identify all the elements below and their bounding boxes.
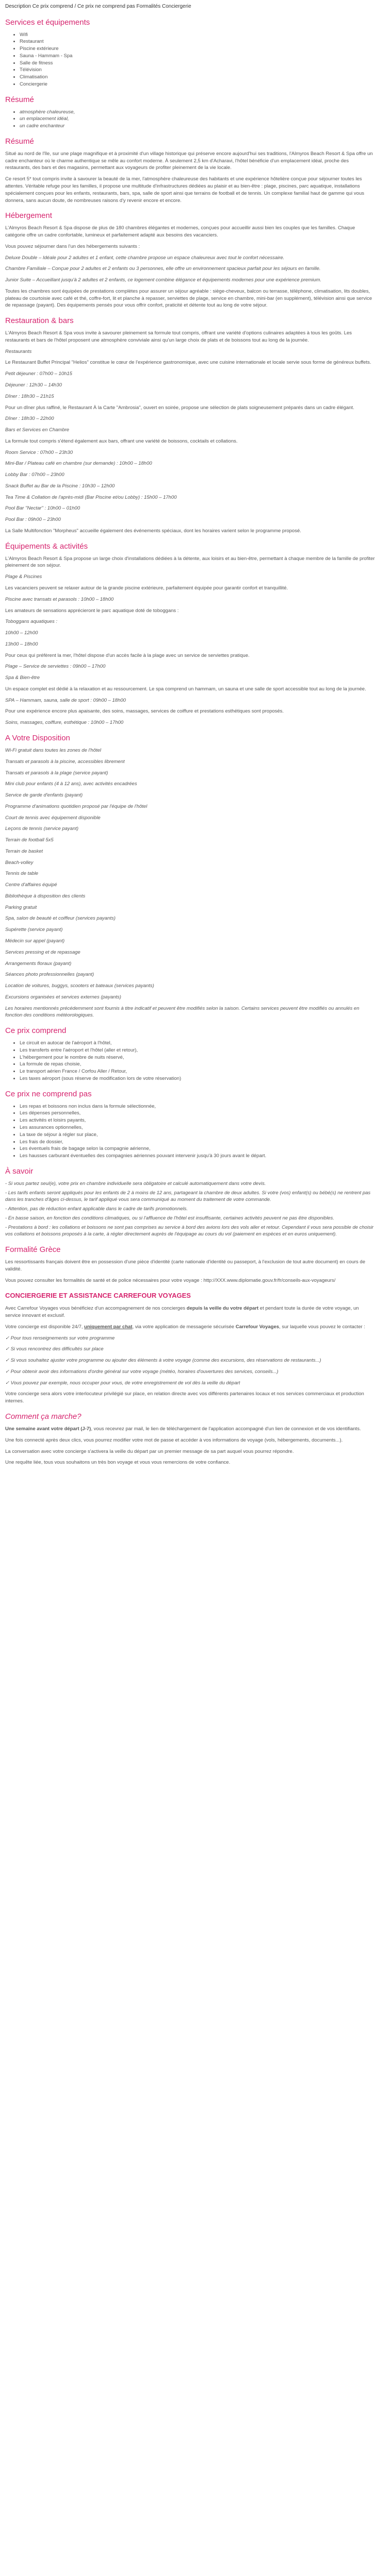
equipements-paragraph: SPA – Hammam, sauna, salle de sport : 09h00 – 18h00 [5,697,126,703]
equipements-paragraph: Spa & Bien-être [5,675,40,681]
list-item: Supérette (service payant) [5,927,63,933]
list-item: Service de garde d'enfants (payant) [5,792,83,799]
restauration-paragraph: Mini-Bar / Plateau café en chambre (sur demande) : 10h00 – 18h00 [5,461,152,467]
text-segment-bold: Une semaine avant votre départ (J-7) [5,1426,91,1432]
conciergerie-paragraph [5,1324,376,1331]
conciergerie-item: ✓ Si vous rencontrez des difficultés sur place [5,1346,104,1352]
ne-comprend-list [5,1103,376,1160]
restauration-paragraph: L'Almyros Beach Resort & Spa vous invite à savourer pleinement sa formule tout compris, offrant une variété d'options culinaires adaptées à tous les goûts. Les restaurants et bars de l'hôtel proposent une atmosphère conviviale ainsi qu'un large choix de plats et de boissons tout au long de la journée. [5,330,352,343]
comment-paragraph [5,1426,376,1433]
list-item: • Les éventuels frais de bagage selon la compagnie aérienne, [20,1145,376,1153]
savoir-title: À savoir [5,1166,34,1176]
list-item: • Télévision [20,66,376,74]
list-item: Les horaires mentionnés précédemment sont fournis à titre indicatif et peuvent être modifiés selon la saison. Certains services peuvent être modifiés ou annulés en fonction des conditions météorologiques. [5,1005,360,1019]
equipements-paragraph: Pour ceux qui préfèrent la mer, l'hôtel dispose d'un accès facile à la plage avec un service de serviettes pratique. [5,652,250,658]
equipements-paragraph: Soins, massages, coiffure, esthétique : 10h00 – 17h00 [5,720,124,726]
list-item: Excursions organisées et services externes (payants) [5,994,121,1000]
restauration-paragraph: Bars et Services en Chambre [5,427,70,433]
hebergement-paragraph: Chambre Familiale – Conçue pour 2 adultes et 2 enfants ou 3 personnes, elle offre un environnement spacieux parfait pour les séjours en famille. [5,266,321,272]
equipements-paragraph: Piscine avec transats et parasols : 10h00 – 18h00 [5,596,114,602]
equipements-paragraph: Toboggans aquatiques : [5,619,58,625]
list-item: • Sauna - Hammam - Spa [20,53,376,60]
equipements-paragraph: L'Almyros Beach Resort & Spa propose un large choix d'installations dédiées à la détente, aux loisirs et au bien-être, permettant à chaque membre de la famille de profiter pleinement de son séjour. [5,555,375,569]
savoir-paragraph: - Les tarifs enfants seront appliqués pour les enfants de 2 à moins de 12 ans, partageant la chambre de deux adultes. Si votre (vos) enfant(s) ou bébé(s) ne rentrent pas dans les tranches d'âges ci-dessus, le tarif appliqué vous sera communiqué au moment du traitement de votre commande. [5,1190,371,1203]
text-segment: , sur laquelle vous pouvez le contacter : [279,1324,365,1330]
comment-paragraph: La conversation avec votre concierge s'activera la veille du départ par un premier message de sa part auquel vous pourrez répondre. [5,1448,294,1454]
conciergerie-item: ✓ Vous pouvez par exemple, nous occuper pour vous, de votre enregistrement de vol dès la veille du départ [5,1380,240,1386]
comment-paragraph: Une requête liée, tous vous souhaitons un très bon voyage et vous vous remercions de votre confiance. [5,1460,231,1466]
restauration-paragraph: Déjeuner : 12h30 – 14h30 [5,382,62,388]
list-item: • Les dépenses personnelles, [20,1110,376,1117]
list-item: Centre d'affaires équipé [5,882,57,888]
equipements-paragraph: Les amateurs de sensations apprécieront le parc aquatique doté de toboggans : [5,607,179,614]
restauration-paragraph: Dîner : 18h30 – 21h15 [5,393,54,399]
restauration-paragraph: Pour un dîner plus raffiné, le Restaurant À la Carte "Ambrosia", ouvert en soirée, propose une sélection de plats soigneusement préparés dans un cadre élégant. [5,404,354,411]
breadcrumb: Description Ce prix comprend / Ce prix ne comprend pas Formalités Conciergerie [5,4,191,9]
comment-title: Comment ça marche? [5,1412,82,1421]
disposition-title: A Votre Disposition [5,733,70,742]
restauration-paragraph: La formule tout compris s'étend également aux bars, offrant une variété de boissons, cocktails et collations. [5,438,238,444]
list-item: Terrain de basket [5,848,43,854]
text-segment-underline: uniquement par chat [84,1324,133,1330]
equipements-paragraph: Un espace complet est dédié à la relaxation et au ressourcement. Le spa comprend un hammam, un sauna et une salle de sport accessible tout au long de la journée. [5,686,366,692]
list-item: • un emplacement idéal, [20,115,376,123]
text-segment: , vous recevrez par mail, le lien de téléchargement de l'application accompagné d'un lien de connexion et de vos identifiants. [91,1426,361,1432]
list-item: Médecin sur appel (payant) [5,938,65,944]
list-item: • Les activités et loisirs payants, [20,1117,376,1124]
restauration-paragraph: Petit déjeuner : 07h00 – 10h15 [5,371,72,377]
restauration-paragraph: Snack Buffet au Bar de la Piscine : 10h30 – 12h00 [5,483,115,489]
list-item: • un cadre enchanteur [20,123,376,130]
list-item: • Restaurant [20,38,376,45]
savoir-paragraph: - Si vous partez seul(e), votre prix en chambre individuelle sera obligatoire et calculé automatiquement dans votre devis. [5,1180,266,1187]
list-item: Services pressing et de repassage [5,949,80,955]
restauration-paragraph: Pool Bar : 09h00 – 23h00 [5,517,61,523]
list-item: Transats et parasols à la piscine, accessibles librement [5,758,125,765]
list-item: Mini club pour enfants (4 à 12 ans), avec activités encadrées [5,781,137,787]
list-item: • Les taxes aéroport (sous réserve de modification lors de votre réservation) [20,1075,376,1082]
equipements-paragraph: 10h00 – 12h00 [5,630,38,636]
hebergement-paragraph: Junior Suite – Accueillant jusqu'à 2 adultes et 2 enfants, ce logement combine élégance et équipements modernes pour une expérience premium. [5,277,322,283]
list-item: • Salle de fitness [20,60,376,67]
formalite-paragraph: Les ressortissants français doivent être en possession d'une pièce d'identité (carte nationale d'identité ou passeport, à l'exclusion de tout autre document) en cours de validité. [5,1259,366,1272]
list-item: • Conciergerie [20,81,376,88]
formalite-title: Formalité Grèce [5,1245,61,1255]
text-segment-bold: Carrefour Voyages [235,1324,280,1330]
restauration-paragraph: Lobby Bar : 07h00 – 23h00 [5,472,64,478]
conciergerie-item: ✓ Pour obtenir avoir des informations d'ordre général sur votre voyage (météo, horaires d'ouvertures des services, conseils...) [5,1368,279,1375]
list-item: Programme d'animations quotidien proposé par l'équipe de l'hôtel [5,803,148,809]
restauration-paragraph: Dîner : 18h30 – 22h00 [5,416,54,422]
list-item: Location de voitures, buggys, scooters et bateaux (services payants) [5,983,154,989]
list-item: Séances photo professionnelles (payant) [5,972,94,978]
conciergerie-title: CONCIERGERIE ET ASSISTANCE CARREFOUR VOYAGES [5,1292,191,1300]
equipements-paragraph: 13h00 – 18h00 [5,641,38,647]
comprend-list [5,1040,376,1082]
text-segment-bold: depuis la veille du votre départ [186,1306,259,1312]
savoir-paragraph: - En basse saison, en fonction des conditions climatiques, ou si l'affluence de l'hôtel est insuffisante, certaines activités peuvent ne pas être disponibles. [5,1215,334,1221]
resume-detail-title: Résumé [5,137,34,146]
list-item: • La formule de repas choisie, [20,1061,376,1068]
comment-paragraph: Une fois connecté après deux clics, vous pourrez modifier votre mot de passe et accéder à vos informations de voyage (vols, hébergements, documents...). [5,1437,343,1443]
hebergement-title: Hébergement [5,211,52,221]
list-item: Arrangements floraux (payant) [5,960,72,967]
restauration-paragraph: Restaurants [5,348,32,354]
list-item: • Les transferts entre l'aéroport et l'hôtel (aller et retour), [20,1047,376,1054]
text-segment: Avec Carrefour Voyages vous bénéficiez d'un accompagnement de nos concierges [5,1306,187,1312]
restauration-paragraph: Pool Bar "Nectar" : 10h00 – 01h00 [5,505,80,512]
hebergement-paragraph: Deluxe Double – Idéale pour 2 adultes et 1 enfant, cette chambre propose un espace chaleureux avec tout le confort nécessaire. [5,255,285,261]
list-item: Leçons de tennis (service payant) [5,826,79,832]
comprend-title: Ce prix comprend [5,1026,67,1036]
list-item: • Le circuit en autocar de l'aéroport à l'hôtel, [20,1040,376,1047]
equipements-title: Équipements & activités [5,541,88,551]
equipements-paragraph: Plage & Piscines [5,574,42,580]
resume-title: Résumé [5,95,34,104]
list-item: Tennis de table [5,871,39,877]
savoir-paragraph: - Prestations à bord : les collations et boissons ne sont pas comprises au service à bord des avions lors des vols aller et retour. Cependant il vous sera possible de choisir vos collations et boissons proposés à la carte, à régler directement auprès de l'équipage au cours du vol (paiement en espèces et en euros uniquement). [5,1224,374,1238]
list-item: Bibliothèque à disposition des clients [5,893,86,899]
text-segment: Votre concierge est disponible 24/7, [5,1324,85,1330]
restauration-paragraph: La Salle Multifonction "Morpheus" accueille également des événements spéciaux, dont les horaires varient selon le programme proposé. [5,528,301,534]
resume-list [5,109,376,130]
list-item: • Le transport aérien France / Corfou Aller / Retour, [20,1068,376,1075]
conciergerie-paragraph [5,1305,376,1319]
conciergerie-paragraph: Votre concierge sera alors votre interlocuteur privilégié sur place, en relation directe avec vos différents partenaires locaux et nos services commerciaux et production internes. [5,1391,364,1404]
list-item: Transats et parasols à la plage (service payant) [5,770,108,776]
list-item: • Piscine extérieure [20,45,376,53]
list-item: Beach-volley [5,859,34,866]
services-list [5,31,376,88]
list-item: • Les hausses carburant éventuelles des compagnies aériennes pouvant intervenir jusqu'à 30 jours avant le départ. [20,1153,376,1160]
restauration-title: Restauration & bars [5,316,74,326]
formalite-paragraph: Vous pouvez consulter les formalités de santé et de police nécessaires pour votre voyage : http://XXX.www.diplomatie.gouv.fr/fr/conseils-aux-voyageurs/ [5,1277,336,1283]
list-item: • Les repas et boissons non inclus dans la formule sélectionnée, [20,1103,376,1110]
list-item: • atmosphère chaleureuse, [20,109,376,116]
equipements-paragraph: Plage – Service de serviettes : 09h00 – 17h00 [5,664,106,670]
hebergement-paragraph: Vous pouvez séjourner dans l'un des hébergements suivants : [5,243,140,249]
restauration-paragraph: Tea Time & Collation de l'après-midi (Bar Piscine et/ou Lobby) : 15h00 – 17h00 [5,494,177,500]
text-segment: et pendant toute la durée de votre voyage, un service innovant et exclusif. [5,1306,359,1319]
hebergement-paragraph: Toutes les chambres sont équipées de prestations complètes pour assurer un séjour agréable : siège-cheveux, balcon ou terrasse, téléphone, climatisation, lits doubles, plateau de courtoisie avec café et thé, coffre-fort, lit et planche à repasser, serviettes de plage, service en chambre, mini-bar (en supplément), télévision ainsi que service de repassage (payant). Des équipements pensés pour vous offrir confort, praticité et détente tout au long de votre séjour. [5,288,372,309]
hebergement-paragraph: L'Almyros Beach Resort & Spa dispose de plus de 180 chambres élégantes et modernes, conçues pour accueillir aussi bien les couples que les familles. Chaque catégorie offre un cadre confortable, lumineux et parfaitement adapté aux besoins des vacanciers. [5,225,355,239]
equipements-paragraph: Pour une expérience encore plus apaisante, des soins, massages, services de coiffure et prestations esthétiques sont proposés. [5,708,284,715]
services-title: Services et équipements [5,18,90,27]
list-item: Wi-Fi gratuit dans toutes les zones de l'hôtel [5,747,102,753]
list-item: • Climatisation [20,74,376,81]
restauration-paragraph: Le Restaurant Buffet Principal "Helios" constitue le cœur de l'expérience gastronomique, avec une cuisine internationale et locale servie sous forme de généreux buffets. [5,360,371,366]
savoir-paragraph: - Attention, pas de réduction enfant applicable dans le cadre de tarifs promotionnels. [5,1206,188,1212]
text-segment: , via votre application de messagerie sécurisée [132,1324,236,1330]
conciergerie-item: ✓ Si vous souhaitez ajuster votre programme ou ajouter des éléments à votre voyage (comme des excursions, des réservations de restaurants...) [5,1358,321,1364]
list-item: • Les frais de dossier, [20,1139,376,1146]
list-item: • L'hébergement pour le nombre de nuits réservé, [20,1054,376,1061]
restauration-paragraph: Room Service : 07h00 – 23h30 [5,449,73,455]
list-item: Parking gratuit [5,904,37,910]
resume-paragraph: Situé au nord de l'île, sur une plage magnifique et à proximité d'un village historique qui préserve encore aujourd'hui ses traditions, l'Almyros Beach Resort & Spa offre un cadre enchanteur où le charme authentique se mêle au confort moderne. À seulement 2,5 km d'Acharavi, l'hôtel bénéficie d'un emplacement idéal, proche des restaurants, des bars et des magasins, permettant aux voyageurs de profiter pleinement de la vie locale. [5,150,373,171]
list-item: • Wifi [20,31,376,39]
list-item: Terrain de football 5x5 [5,837,54,843]
ne-comprend-title: Ce prix ne comprend pas [5,1089,92,1098]
disposition-list [5,747,376,1019]
list-item: Court de tennis avec équipement disponible [5,815,101,821]
equipements-paragraph: Les vacanciers peuvent se relaxer autour de la grande piscine extérieure, parfaitement équipée pour garantir confort et tranquillité. [5,585,288,591]
list-item: Spa, salon de beauté et coiffeur (services payants) [5,916,116,922]
list-item: • Les assurances optionnelles, [20,1124,376,1131]
resume-paragraph: Ce resort 5* tout compris invite à savourer la beauté de la mer, l'atmosphère chaleureuse des habitants et une expérience hôtelière conçue pour séjourner toutes les attentes. Véritable refuge pour les familles, il propose une multitude d'infrastructures dédiées au plaisir et au bien-être : plage, piscines, parc aquatique, installations spécialement conçues pour les enfants, restaurants, bars, spa, salle de sport ainsi que terrains de football et de tennis. Un complexe familial haut de gamme qui vous donnera, sans aucun doute, de nombreuses raisons d'y revenir encore et encore. [5,176,364,204]
list-item: • La taxe de séjour à régler sur place, [20,1131,376,1139]
conciergerie-item: ✓ Pour tous renseignements sur votre programme [5,1335,115,1341]
